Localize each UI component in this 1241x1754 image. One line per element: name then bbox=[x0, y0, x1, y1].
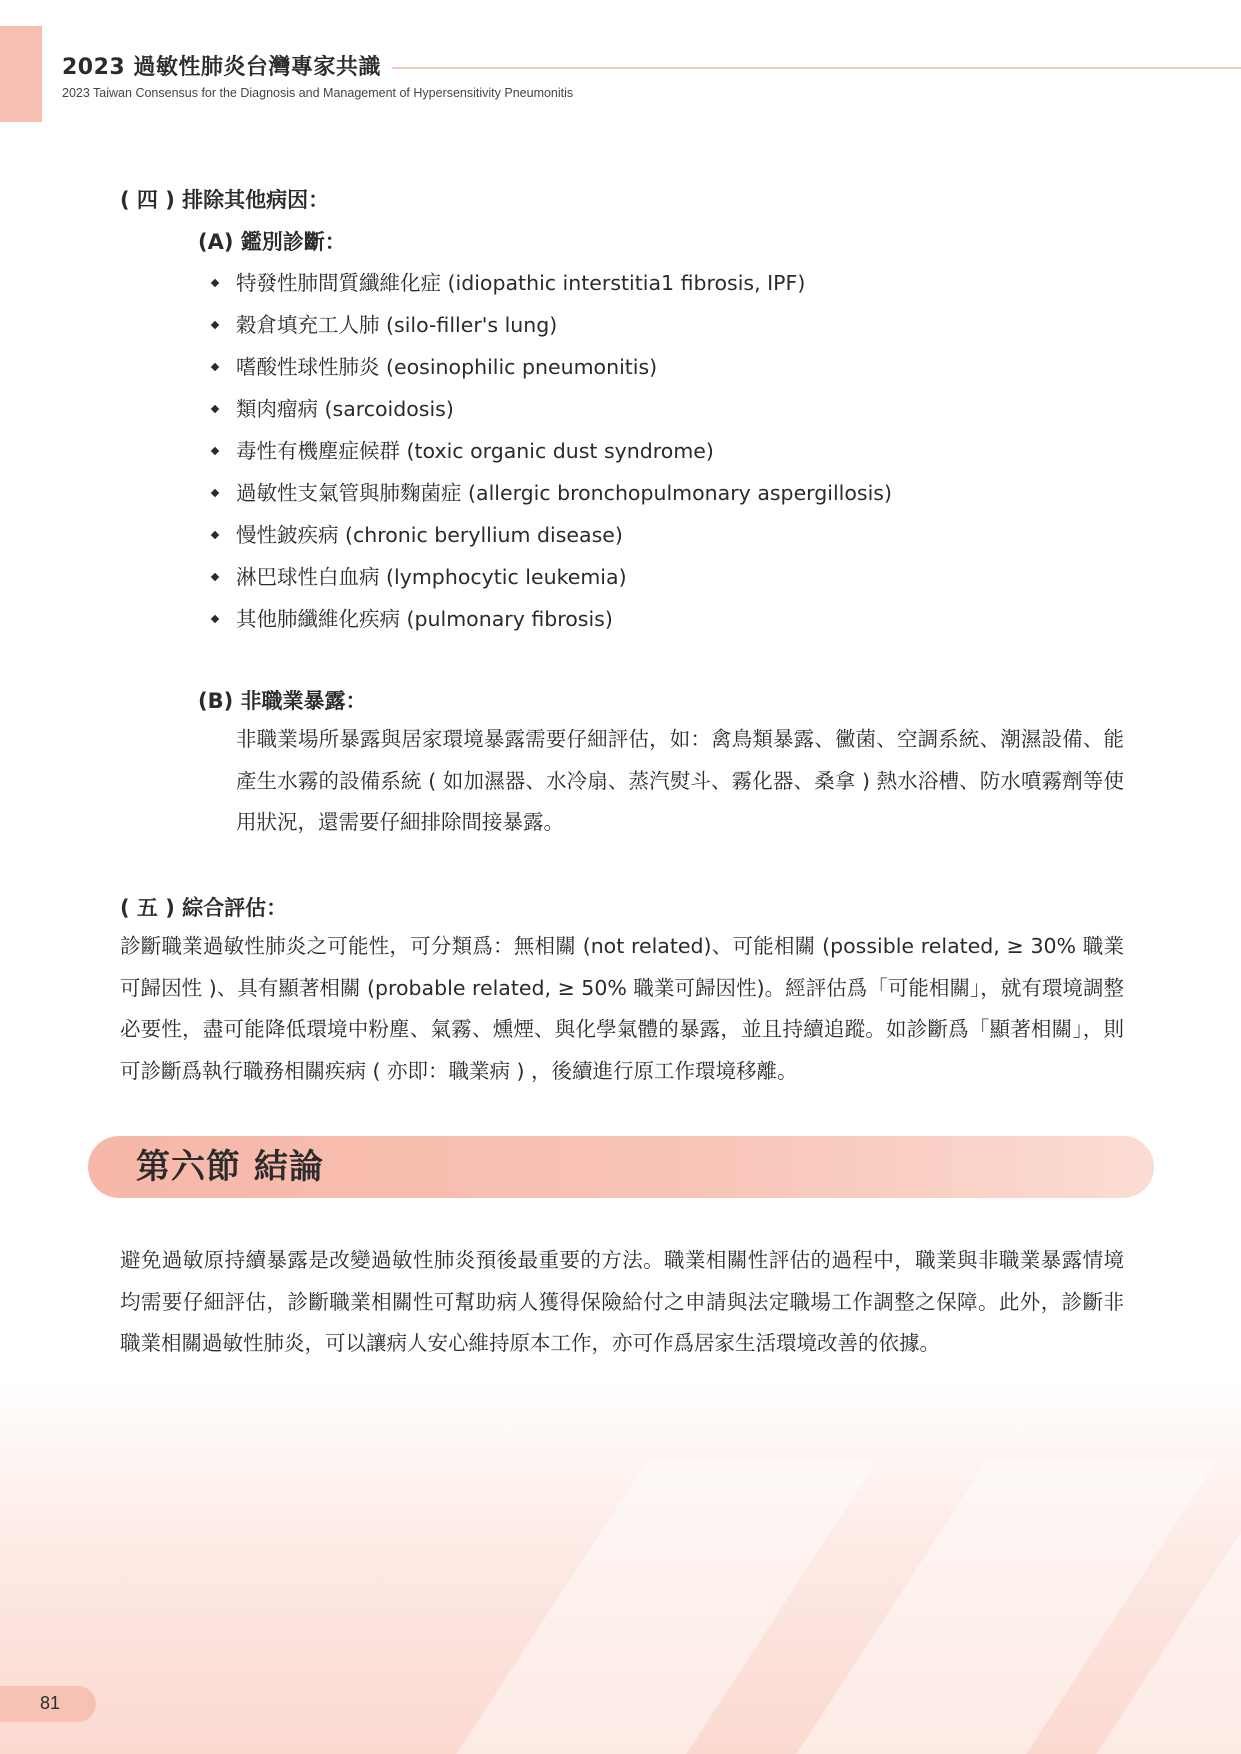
list-item bbox=[210, 472, 892, 514]
list-item-text: 毒性有機塵症候群 (toxic organic dust syndrome) bbox=[236, 439, 714, 463]
list-item-text: 慢性鈹疾病 (chronic beryllium disease) bbox=[236, 523, 623, 547]
list-item bbox=[210, 598, 892, 640]
subsection-a-prefix: (A) bbox=[198, 230, 241, 254]
diamond-bullet-icon bbox=[211, 489, 219, 497]
overall-assessment-paragraph: 診斷職業過敏性肺炎之可能性，可分類爲：無相關 (not related)、可能相關 (possible related, ≥ 30% 職業可歸因性 )、具有顯著相關 (probable related, ≥ 50% 職業可歸因性)。經評估爲「可能相關」，就有環境調整必要性，盡可能降低環境中粉塵、氣霧、燻煙、與化學氣體的暴露，並且持續追蹤。如診斷爲「顯著相關」，則可診斷爲執行職務相關疾病 ( 亦即：職業病 ) ，後續進行原工作環境移離。 bbox=[120, 934, 1124, 1083]
page-number: 81 bbox=[40, 1693, 61, 1713]
list-item-text: 其他肺纖維化疾病 (pulmonary fibrosis) bbox=[236, 607, 613, 631]
diamond-bullet-icon bbox=[211, 279, 219, 287]
list-item bbox=[210, 388, 892, 430]
list-item-text: 過敏性支氣管與肺麴菌症 (allergic bronchopulmonary aspergillosis) bbox=[236, 481, 892, 505]
list-item-text: 特發性肺間質纖維化症 (idiopathic interstitia1 fibrosis, IPF) bbox=[236, 271, 806, 295]
subsection-a-title: 鑑別診斷： bbox=[240, 230, 346, 254]
diamond-bullet-icon bbox=[211, 363, 219, 371]
chapter-title: 第六節 結論 bbox=[136, 1147, 324, 1187]
list-item bbox=[210, 514, 892, 556]
diamond-bullet-icon bbox=[211, 573, 219, 581]
list-item bbox=[210, 556, 892, 598]
diamond-bullet-icon bbox=[211, 447, 219, 455]
diamond-bullet-icon bbox=[211, 615, 219, 623]
list-item-text: 穀倉填充工人肺 (silo-filler's lung) bbox=[236, 313, 558, 337]
decorative-stripe bbox=[193, 1460, 878, 1754]
list-item bbox=[210, 262, 892, 304]
background-gradient bbox=[0, 1380, 1241, 1754]
diamond-bullet-icon bbox=[211, 321, 219, 329]
list-item bbox=[210, 430, 892, 472]
section-4-heading: ( 四 ) 排除其他病因： bbox=[120, 188, 330, 212]
list-item-text: 淋巴球性白血病 (lymphocytic leukemia) bbox=[236, 565, 627, 589]
subsection-b-heading bbox=[198, 685, 367, 715]
subsection-b-prefix: (B) bbox=[198, 689, 241, 713]
list-item-text: 嗜酸性球性肺炎 (eosinophilic pneumonitis) bbox=[236, 355, 658, 379]
list-item bbox=[210, 304, 892, 346]
diamond-bullet-icon bbox=[211, 531, 219, 539]
non-occupational-exposure-paragraph: 非職業場所暴露與居家環境暴露需要仔細評估，如：禽鳥類暴露、黴菌、空調系統、潮濕設備、能產生水霧的設備系統 ( 如加濕器、水冷扇、蒸汽熨斗、霧化器、桑拿 ) 熱水浴槽、防水噴霧劑等使用狀況，還需要仔細排除間接暴露。 bbox=[236, 727, 1124, 834]
header-accent-tab bbox=[0, 26, 42, 122]
list-item bbox=[210, 346, 892, 388]
running-header-subtitle: 2023 Taiwan Consensus for the Diagnosis and Management of Hypersensitivity Pneumonitis bbox=[62, 86, 574, 100]
conclusion-paragraph: 避免過敏原持續暴露是改變過敏性肺炎預後最重要的方法。職業相關性評估的過程中，職業與非職業暴露情境均需要仔細評估，診斷職業相關性可幫助病人獲得保險給付之申請與法定職場工作調整之保障。此外，診斷非職業相關過敏性肺炎，可以讓病人安心維持原本工作，亦可作爲居家生活環境改善的依據。 bbox=[120, 1248, 1124, 1355]
list-item-text: 類肉瘤病 (sarcoidosis) bbox=[236, 397, 454, 421]
subsection-a-heading bbox=[198, 226, 346, 256]
running-header-title: 2023 過敏性肺炎台灣專家共識 bbox=[62, 55, 381, 80]
subsection-b-title: 非職業暴露： bbox=[240, 689, 367, 713]
diamond-bullet-icon bbox=[211, 405, 219, 413]
header-rule bbox=[392, 67, 1241, 69]
section-5-heading: ( 五 ) 綜合評估： bbox=[120, 896, 288, 920]
differential-diagnosis-list bbox=[210, 262, 892, 640]
